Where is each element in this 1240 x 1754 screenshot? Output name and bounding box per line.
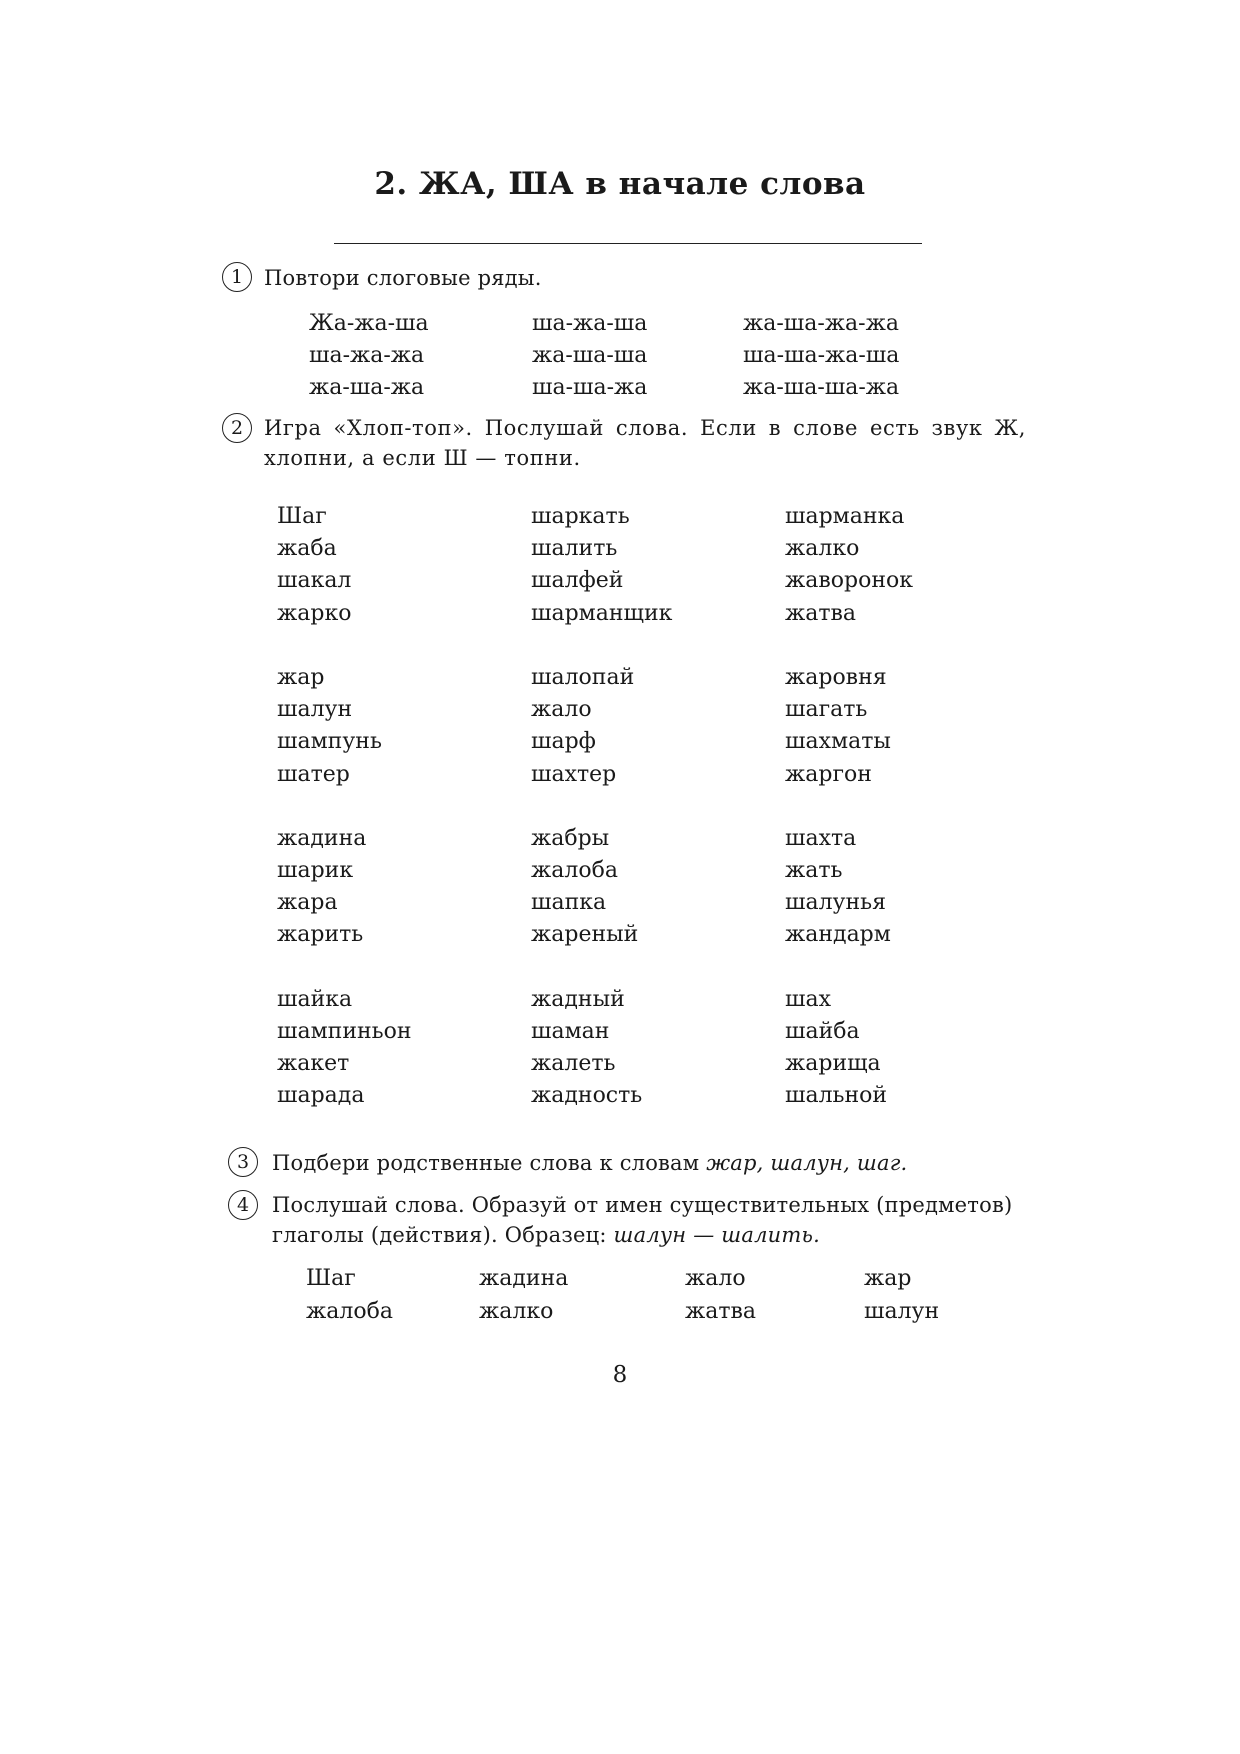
word: Шаг <box>306 1266 356 1291</box>
word: жарить <box>277 922 364 948</box>
syllable-row: ша-ша-жа-ша <box>743 343 900 369</box>
task-4-number: 4 <box>228 1190 258 1220</box>
word: шампунь <box>277 729 382 755</box>
word: шалопай <box>531 664 635 690</box>
word: жар <box>864 1266 912 1291</box>
word: шарада <box>277 1083 365 1109</box>
syllable-row: жа-ша-жа-жа <box>743 311 899 336</box>
word-group <box>531 662 785 791</box>
word: жало <box>531 697 592 723</box>
task-3-instruction <box>272 1148 907 1178</box>
task-1-column-2 <box>532 308 647 405</box>
syllable-row: жа-ша-ша <box>532 343 648 369</box>
word: жадность <box>531 1083 643 1109</box>
task-2-instruction: Игра «Хлоп-топ». Послушай слова. Если в слове есть звук Ж, хлопни, а если Ш — топни. <box>264 416 1026 470</box>
word: шалфей <box>531 568 624 594</box>
word: жаворонок <box>785 568 913 594</box>
word-group <box>785 501 985 630</box>
word: шаркать <box>531 504 630 529</box>
word: жалоба <box>531 858 618 884</box>
word: шагать <box>785 697 868 723</box>
word-group <box>531 984 785 1113</box>
word: жадина <box>479 1266 569 1291</box>
word: жара <box>277 890 338 916</box>
word: шаман <box>531 1019 610 1044</box>
task-1-column-1 <box>309 308 429 405</box>
task-3-words: жар, шалун, шаг. <box>706 1151 908 1175</box>
task-4-word-table <box>306 1263 984 1328</box>
word: жаровня <box>785 664 887 690</box>
word: жаба <box>277 536 337 562</box>
word: жатва <box>785 600 857 626</box>
word: шайба <box>785 1019 860 1044</box>
task-4-example: шалун — шалить. <box>613 1223 821 1247</box>
page-number: 8 <box>612 1362 628 1388</box>
word: шарф <box>531 729 596 755</box>
word-group <box>277 984 531 1113</box>
task-1-column-3 <box>743 308 899 405</box>
task-1-number: 1 <box>222 262 252 292</box>
word: шалун <box>864 1298 940 1324</box>
syllable-row: ша-жа-жа <box>309 343 425 369</box>
task-2-number: 2 <box>222 413 252 443</box>
word: жадный <box>531 986 625 1012</box>
task-2-word-table <box>277 501 977 1145</box>
syllable-row: жа-ша-ша-жа <box>743 375 900 401</box>
word-group <box>277 823 531 952</box>
word: шахматы <box>785 729 891 755</box>
word: жалко <box>479 1298 554 1324</box>
word: шахтер <box>531 761 617 787</box>
word: шатер <box>277 761 350 787</box>
word: жандарм <box>785 922 891 948</box>
word-group <box>785 662 985 791</box>
word: жарища <box>785 1051 881 1077</box>
word-group <box>277 662 531 791</box>
task-4-text: Послушай слова. Образуй от имен существительных (предметов) глаголы (действия). Образец: <box>272 1193 1013 1247</box>
word: шарманка <box>785 504 905 529</box>
word: шампиньон <box>277 1019 412 1044</box>
word-group <box>531 823 785 952</box>
word: шалунья <box>785 890 887 916</box>
word: шахта <box>785 825 857 851</box>
word-group <box>531 501 785 630</box>
word: жакет <box>277 1051 350 1077</box>
word-group <box>277 501 531 630</box>
word-group <box>785 984 985 1113</box>
word: жалоба <box>306 1298 393 1324</box>
syllable-row: ша-жа-ша <box>532 311 648 336</box>
word: шайка <box>277 986 353 1012</box>
page-title: 2. ЖА, ША в начале слова <box>374 166 866 202</box>
word: жадина <box>277 825 367 851</box>
syllable-row: Жа-жа-ша <box>309 311 429 336</box>
word: шалун <box>277 697 353 723</box>
word: шарик <box>277 858 354 884</box>
word-group <box>785 823 985 952</box>
word: шалить <box>531 536 618 562</box>
task-4-instruction <box>272 1190 1034 1250</box>
word: шальной <box>785 1083 888 1109</box>
task-3-number: 3 <box>228 1147 258 1177</box>
word: жать <box>785 858 843 884</box>
word: жаргон <box>785 761 872 787</box>
word: шапка <box>531 890 607 916</box>
task-1-instruction: Повтори слоговые ряды. <box>264 266 542 290</box>
word: Шаг <box>277 504 327 529</box>
word: жало <box>685 1266 746 1291</box>
word: жабры <box>531 825 610 851</box>
word: жалеть <box>531 1051 616 1077</box>
word: шах <box>785 986 831 1012</box>
syllable-row: жа-ша-жа <box>309 375 425 401</box>
title-divider <box>334 243 922 244</box>
word: шакал <box>277 568 352 594</box>
syllable-row: ша-ша-жа <box>532 375 648 401</box>
word: шарманщик <box>531 600 673 626</box>
word: жар <box>277 664 325 690</box>
word: жареный <box>531 922 639 948</box>
word: жалко <box>785 536 860 562</box>
task-3-text: Подбери родственные слова к словам <box>272 1151 707 1175</box>
word: жатва <box>685 1298 757 1324</box>
word: жарко <box>277 600 352 626</box>
